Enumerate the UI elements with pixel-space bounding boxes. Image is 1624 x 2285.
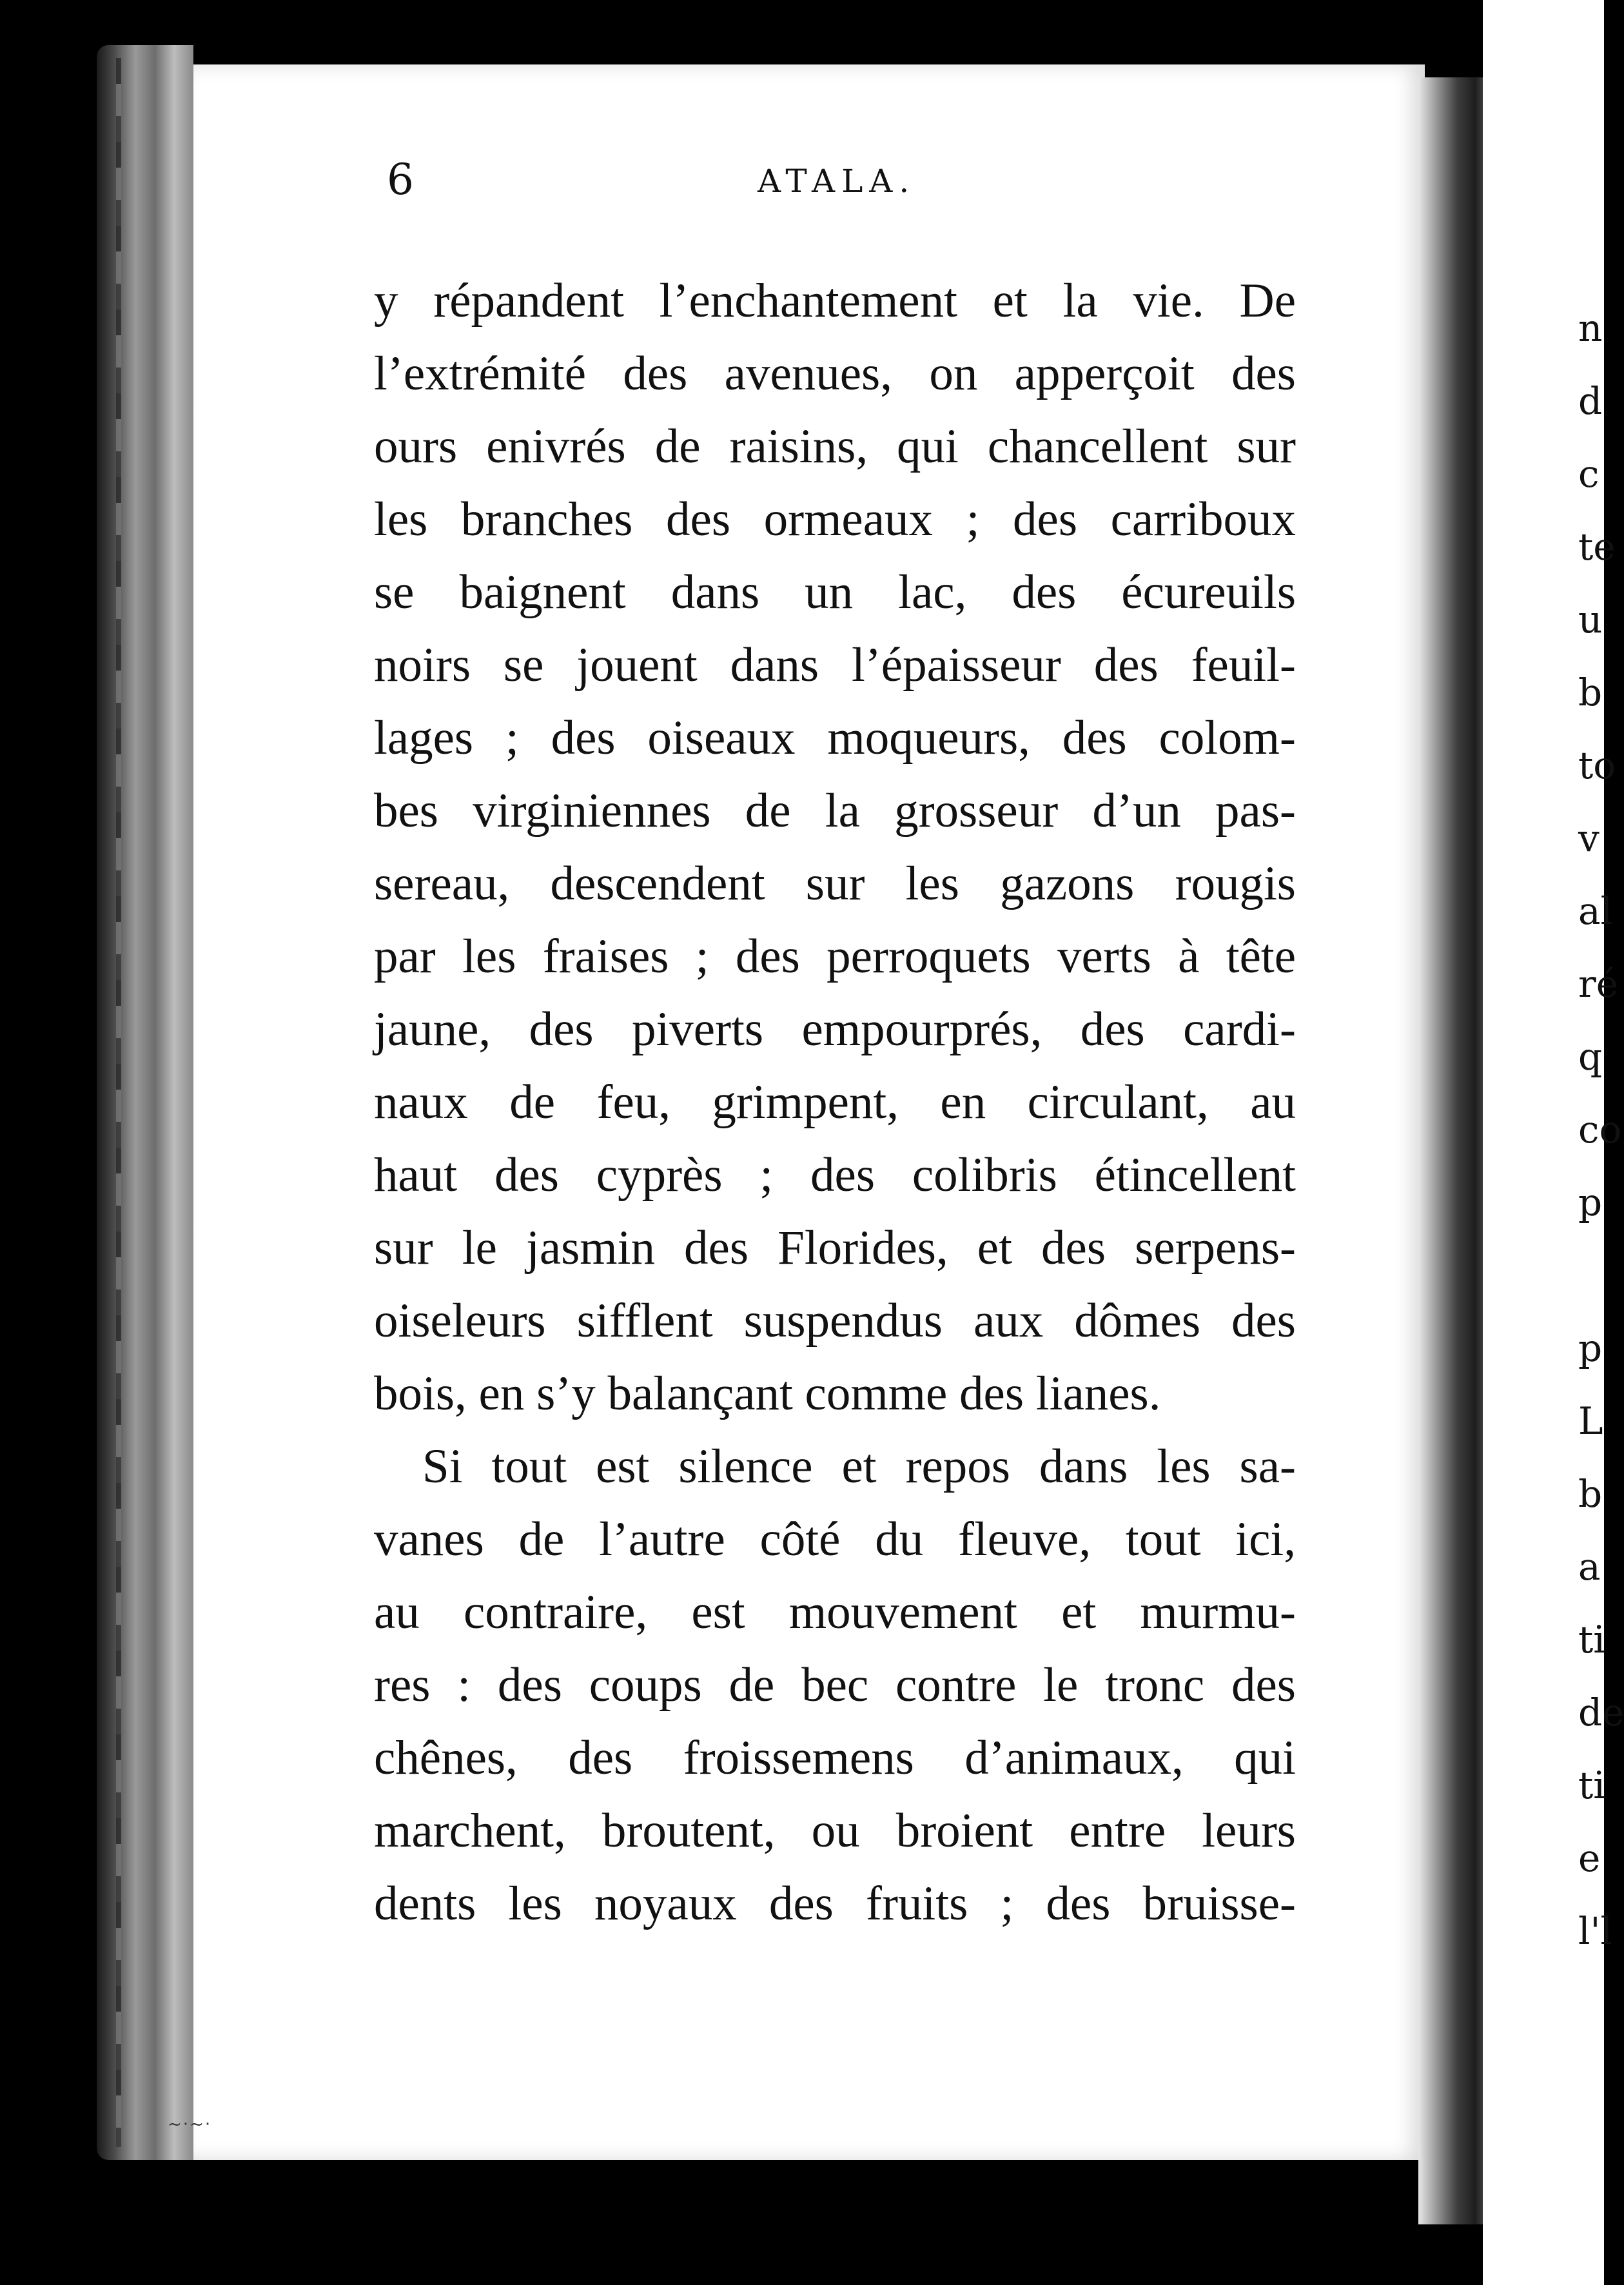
text-line: ours enivrés de raisins, qui chancellent sur xyxy=(374,420,1296,473)
book-gutter xyxy=(1418,77,1489,2224)
facing-page-fragment: b xyxy=(1578,1472,1603,1516)
facing-page xyxy=(1483,0,1624,2285)
facing-page-fragment: b xyxy=(1578,671,1603,714)
text-line: haut des cyprès ; des colibris étincellent xyxy=(374,1148,1296,1202)
text-line: par les fraises ; des perroquets verts à tête xyxy=(374,930,1296,983)
facing-page-fragment: q xyxy=(1578,1035,1603,1079)
ink-smudge: ~·~· xyxy=(168,2115,212,2134)
book-left-edge xyxy=(97,45,193,2160)
facing-page-fragment: p xyxy=(1578,1326,1603,1370)
facing-page-fragment: l'l xyxy=(1578,1909,1613,1953)
text-line: lages ; des oiseaux moqueurs, des colom- xyxy=(374,711,1296,765)
facing-page-fragment: al xyxy=(1578,889,1613,933)
facing-page-fragment: d xyxy=(1578,379,1603,423)
text-line: les branches des ormeaux ; des carriboux xyxy=(374,493,1296,546)
text-line: noirs se jouent dans l’épaisseur des feuil- xyxy=(374,638,1296,692)
facing-page-fragment: te xyxy=(1578,525,1616,569)
facing-page-fragment: v xyxy=(1578,816,1600,860)
facing-page-fragment: n xyxy=(1578,306,1603,350)
text-line: Si tout est silence et repos dans les sa- xyxy=(422,1440,1296,1493)
text-line: bois, en s’y balançant comme des lianes. xyxy=(374,1367,1161,1420)
text-line: jaune, des piverts empourprés, des cardi- xyxy=(374,1003,1296,1056)
facing-page-fragment: a xyxy=(1578,1545,1601,1589)
facing-page-fragment: ti xyxy=(1578,1763,1605,1807)
text-line: bes virginiennes de la grosseur d’un pas- xyxy=(374,784,1296,838)
text-line: au contraire, est mouvement et murmu- xyxy=(374,1585,1296,1639)
text-line: y répandent l’enchantement et la vie. De xyxy=(374,274,1296,328)
facing-page-fragment: to xyxy=(1578,743,1616,787)
facing-page-fragment: u xyxy=(1578,598,1603,642)
facing-page-fragment: e xyxy=(1578,1836,1601,1880)
text-line: dents les noyaux des fruits ; des bruisse- xyxy=(374,1877,1296,1930)
running-title: ATALA. xyxy=(758,162,916,200)
text-line: res : des coups de bec contre le tronc des xyxy=(374,1658,1296,1712)
facing-page-fragment: ti xyxy=(1578,1618,1605,1662)
facing-page-fragment: c xyxy=(1578,452,1600,496)
page-header xyxy=(193,155,1425,206)
text-line: marchent, broutent, ou broient entre leurs xyxy=(374,1804,1296,1858)
text-line: naux de feu, grimpent, en circulant, au xyxy=(374,1075,1296,1129)
text-line: sur le jasmin des Florides, et des serpens- xyxy=(374,1221,1296,1275)
text-line: vanes de l’autre côté du fleuve, tout ici, xyxy=(374,1513,1296,1566)
page-number: 6 xyxy=(387,155,414,204)
text-line: se baignent dans un lac, des écureuils xyxy=(374,565,1296,619)
text-line: chênes, des froissemens d’animaux, qui xyxy=(374,1731,1296,1785)
text-line: l’extrémité des avenues, on apperçoit des xyxy=(374,347,1296,400)
facing-page-fragment: co xyxy=(1578,1108,1622,1152)
facing-page-fragment: ré xyxy=(1578,962,1619,1006)
facing-page-fragment: de xyxy=(1578,1691,1624,1734)
text-line: oiseleurs sifflent suspendus aux dômes des xyxy=(374,1294,1296,1348)
facing-page-fragment: p xyxy=(1578,1181,1603,1224)
facing-page-fragment: L xyxy=(1578,1399,1603,1443)
text-line: sereau, descendent sur les gazons rougis xyxy=(374,857,1296,910)
body-text xyxy=(374,264,1296,1940)
